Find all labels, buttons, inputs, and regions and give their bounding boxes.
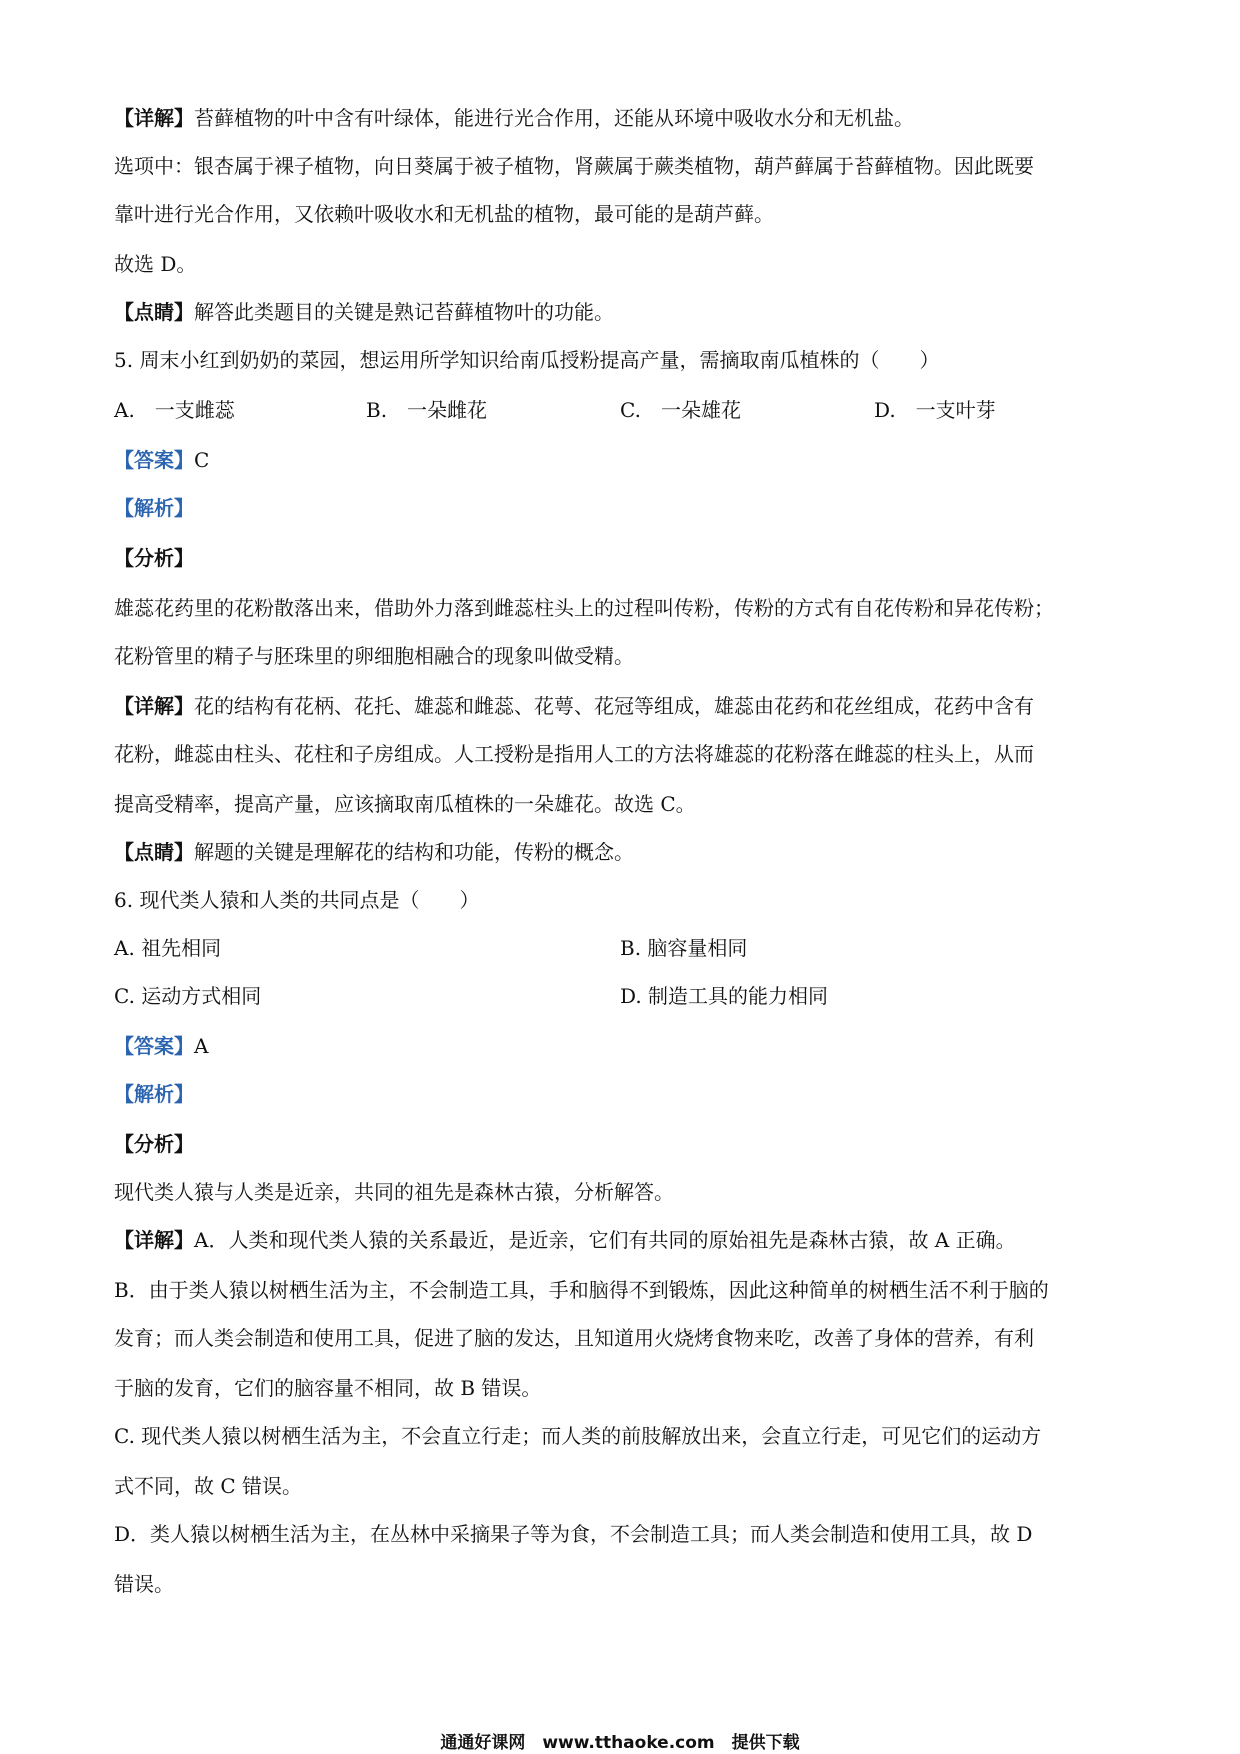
- text-line: [114, 692, 1134, 720]
- text-line: [114, 838, 1134, 866]
- answer-value: C: [194, 448, 210, 472]
- line-text: B．由于类人猿以树栖生活为主，不会制造工具，手和脑得不到锻炼，因此这种简单的树栖生活不利于脑的: [114, 1278, 1049, 1302]
- line-text: 错误。: [114, 1572, 174, 1596]
- text-line: [114, 104, 1134, 132]
- text-line: [114, 594, 1134, 622]
- fenxi-tag: 【分析】: [114, 1132, 194, 1156]
- fenxi-tag: 【分析】: [114, 546, 194, 570]
- q5-fenxi: [114, 544, 1134, 572]
- line-text: 苔藓植物的叶中含有叶绿体，能进行光合作用，还能从环境中吸收水分和无机盐。: [194, 106, 914, 130]
- line-text: 靠叶进行光合作用，又依赖叶吸收水和无机盐的植物，最可能的是葫芦藓。: [114, 202, 774, 226]
- q5-answer: [114, 446, 1134, 474]
- section-tag: 【详解】: [114, 1228, 194, 1252]
- q5-option-b: B. 一朵雌花: [366, 398, 488, 422]
- section-tag: 【点睛】: [114, 840, 194, 864]
- text-line: [114, 642, 1134, 670]
- analysis-tag: 【解析】: [114, 496, 194, 520]
- text-line: [114, 1324, 1134, 1352]
- line-text: A．人类和现代类人猿的关系最近，是近亲，它们有共同的原始祖先是森林古猿，故 A 正确。: [194, 1228, 1016, 1252]
- line-text: 雄蕊花药里的花粉散落出来，借助外力落到雌蕊柱头上的过程叫传粉，传粉的方式有自花传粉和异花传粉；: [114, 596, 1054, 620]
- line-text: 故选 D。: [114, 252, 197, 276]
- line-text: 解答此类题目的关键是熟记苔藓植物叶的功能。: [194, 300, 614, 324]
- q5-option-c: C. 一朵雄花: [620, 398, 741, 422]
- line-text: 提高受精率，提高产量，应该摘取南瓜植株的一朵雄花。故选 C。: [114, 792, 696, 816]
- text-line: [114, 1570, 1134, 1598]
- question-text: 5. 周末小红到奶奶的菜园，想运用所学知识给南瓜授粉提高产量，需摘取南瓜植株的（ ）: [114, 348, 940, 372]
- text-line: [114, 1472, 1134, 1500]
- q5-analysis: [114, 494, 1134, 522]
- q6-analysis: [114, 1080, 1134, 1108]
- page-footer: 通通好课网 www.tthaoke.com 提供下载: [440, 1733, 800, 1753]
- line-text: D．类人猿以树栖生活为主，在丛林中采摘果子等为食，不会制造工具；而人类会制造和使用工具，故 D: [114, 1522, 1033, 1546]
- section-tag: 【点睛】: [114, 300, 194, 324]
- q6-fenxi: [114, 1130, 1134, 1158]
- text-line: [114, 1226, 1134, 1254]
- q6-option-d: D. 制造工具的能力相同: [620, 984, 829, 1008]
- text-line: [114, 152, 1134, 180]
- text-line: [114, 200, 1134, 228]
- q5-option-d: D. 一支叶芽: [874, 398, 996, 422]
- analysis-tag: 【解析】: [114, 1082, 194, 1106]
- text-line: [114, 790, 1134, 818]
- line-text: 现代类人猿与人类是近亲，共同的祖先是森林古猿，分析解答。: [114, 1180, 674, 1204]
- text-line: [114, 1178, 1134, 1206]
- q6-option-a: A. 祖先相同: [114, 936, 222, 960]
- text-line: [114, 1520, 1134, 1548]
- line-text: 花粉，雌蕊由柱头、花柱和子房组成。人工授粉是指用人工的方法将雄蕊的花粉落在雌蕊的柱头上，从而: [114, 742, 1034, 766]
- answer-value: A: [194, 1034, 209, 1058]
- q5-option-a: A. 一支雌蕊: [114, 398, 235, 422]
- text-line: [114, 740, 1134, 768]
- q6-answer: [114, 1032, 1134, 1060]
- q6-option-b: B. 脑容量相同: [620, 936, 748, 960]
- text-line: [114, 1374, 1134, 1402]
- answer-tag: 【答案】: [114, 1034, 194, 1058]
- answer-tag: 【答案】: [114, 448, 194, 472]
- line-text: C. 现代类人猿以树栖生活为主，不会直立行走；而人类的前肢解放出来，会直立行走，可见它们的运动方: [114, 1424, 1042, 1448]
- line-text: 解题的关键是理解花的结构和功能，传粉的概念。: [194, 840, 634, 864]
- line-text: 花粉管里的精子与胚珠里的卵细胞相融合的现象叫做受精。: [114, 644, 634, 668]
- text-line: [114, 1422, 1134, 1450]
- line-text: 选项中：银杏属于裸子植物，向日葵属于被子植物，肾蕨属于蕨类植物，葫芦藓属于苔藓植物。因此既要: [114, 154, 1034, 178]
- question-text: 6. 现代类人猿和人类的共同点是（ ）: [114, 888, 480, 912]
- line-text: 式不同，故 C 错误。: [114, 1474, 303, 1498]
- q6-option-c: C. 运动方式相同: [114, 984, 262, 1008]
- question-6: [114, 886, 1134, 914]
- line-text: 发育；而人类会制造和使用工具，促进了脑的发达，且知道用火烧烤食物来吃，改善了身体的营养，有利: [114, 1326, 1034, 1350]
- line-text: 于脑的发育，它们的脑容量不相同，故 B 错误。: [114, 1376, 542, 1400]
- section-tag: 【详解】: [114, 106, 194, 130]
- question-5: [114, 346, 1134, 374]
- text-line: [114, 1276, 1134, 1304]
- text-line: [114, 298, 1134, 326]
- line-text: 花的结构有花柄、花托、雄蕊和雌蕊、花萼、花冠等组成，雄蕊由花药和花丝组成，花药中含有: [194, 694, 1034, 718]
- text-line: [114, 250, 1134, 278]
- section-tag: 【详解】: [114, 694, 194, 718]
